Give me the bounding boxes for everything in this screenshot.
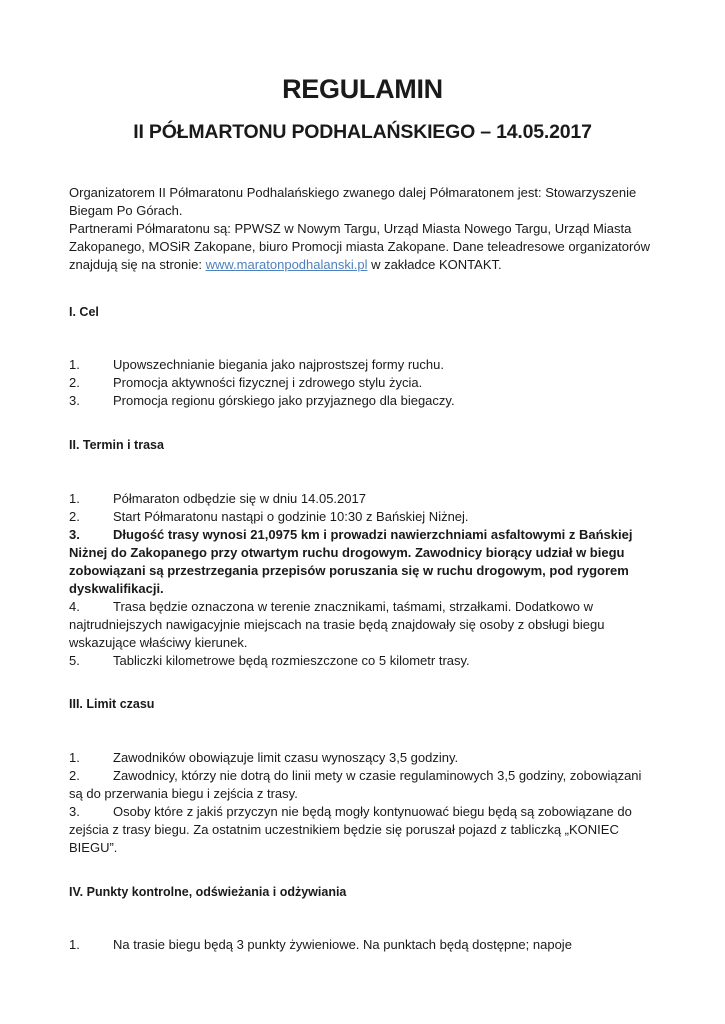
intro-section	[69, 184, 657, 274]
intro-paragraph-1: Organizatorem II Półmaratonu Podhalańskiego zwanego dalej Półmaratonem jest: Stowarzyszenie Biegam Po Górach.	[69, 185, 637, 218]
section-heading-cel: I. Cel	[69, 305, 99, 319]
document-subtitle: II PÓŁMARTONU PODHALAŃSKIEGO – 14.05.2017	[133, 121, 592, 143]
list-item: 1. Półmaraton odbędzie się w dniu 14.05.2017	[69, 491, 366, 506]
list-item: 3. Długość trasy wynosi 21,0975 km i prowadzi nawierzchniami asfaltowymi z Bańskiej Niżnej do Zakopanego przy otwartym ruchu drogowym. Zawodnicy biorący udział w biegu zobowiązani są przestrzegania przepisów poruszania się w ruchu drogowym, pod rygorem dyskwalifikacji.	[69, 527, 633, 596]
list-item: 2. Zawodnicy, którzy nie dotrą do linii mety w czasie regulaminowych 3,5 godziny, zobowiązani są do przerwania biegu i zejścia z trasy.	[69, 768, 642, 801]
website-link[interactable]: www.maratonpodhalanski.pl	[205, 257, 368, 272]
list-item: 4. Trasa będzie oznaczona w terenie znacznikami, taśmami, strzałkami. Dodatkowo w najtrudniejszych nawigacyjnie miejscach na trasie będą znajdowały się osoby z obsługi biegu wskazujące właściwy kierunek.	[69, 599, 605, 650]
list-item: 5. Tabliczki kilometrowe będą rozmieszczone co 5 kilometr trasy.	[69, 653, 470, 668]
section-heading-limit: III. Limit czasu	[69, 697, 155, 711]
list-item: 2. Promocja aktywności fizycznej i zdrowego stylu życia.	[69, 375, 423, 390]
section-heading-termin: II. Termin i trasa	[69, 438, 164, 452]
document-title: REGULAMIN	[282, 74, 443, 104]
list-item: 3. Osoby które z jakiś przyczyn nie będą mogły kontynuować biegu będą są zobowiązane do zejścia z trasy biegu. Za ostatnim uczestnikiem będzie się poruszał pojazd z tabliczką „KONIEC BIEGU”.	[69, 804, 632, 855]
list-item: 3. Promocja regionu górskiego jako przyjaznego dla biegaczy.	[69, 393, 455, 408]
intro-paragraph-2: Partnerami Półmaratonu są: PPWSZ w Nowym Targu, Urząd Miasta Nowego Targu, Urząd Miasta Zakopanego, MOSiR Zakopane, biuro Promocji miasta Zakopane. Dane teleadresowe organizatorów znajdują się na stronie: www.maratonpodhalanski.pl w zakładce KONTAKT.	[69, 221, 650, 272]
section-list-punkty	[69, 936, 657, 954]
section-list-termin	[69, 490, 657, 670]
section-list-cel	[69, 356, 657, 410]
section-heading-punkty: IV. Punkty kontrolne, odświeżania i odżywiania	[69, 885, 347, 899]
list-item: 1. Na trasie biegu będą 3 punkty żywieniowe. Na punktach będą dostępne; napoje	[69, 937, 572, 952]
section-list-limit	[69, 749, 657, 857]
list-item: 1. Upowszechnianie biegania jako najprostszej formy ruchu.	[69, 357, 444, 372]
list-item: 1. Zawodników obowiązuje limit czasu wynoszący 3,5 godziny.	[69, 750, 459, 765]
list-item: 2. Start Półmaratonu nastąpi o godzinie 10:30 z Bańskiej Niżnej.	[69, 509, 469, 524]
